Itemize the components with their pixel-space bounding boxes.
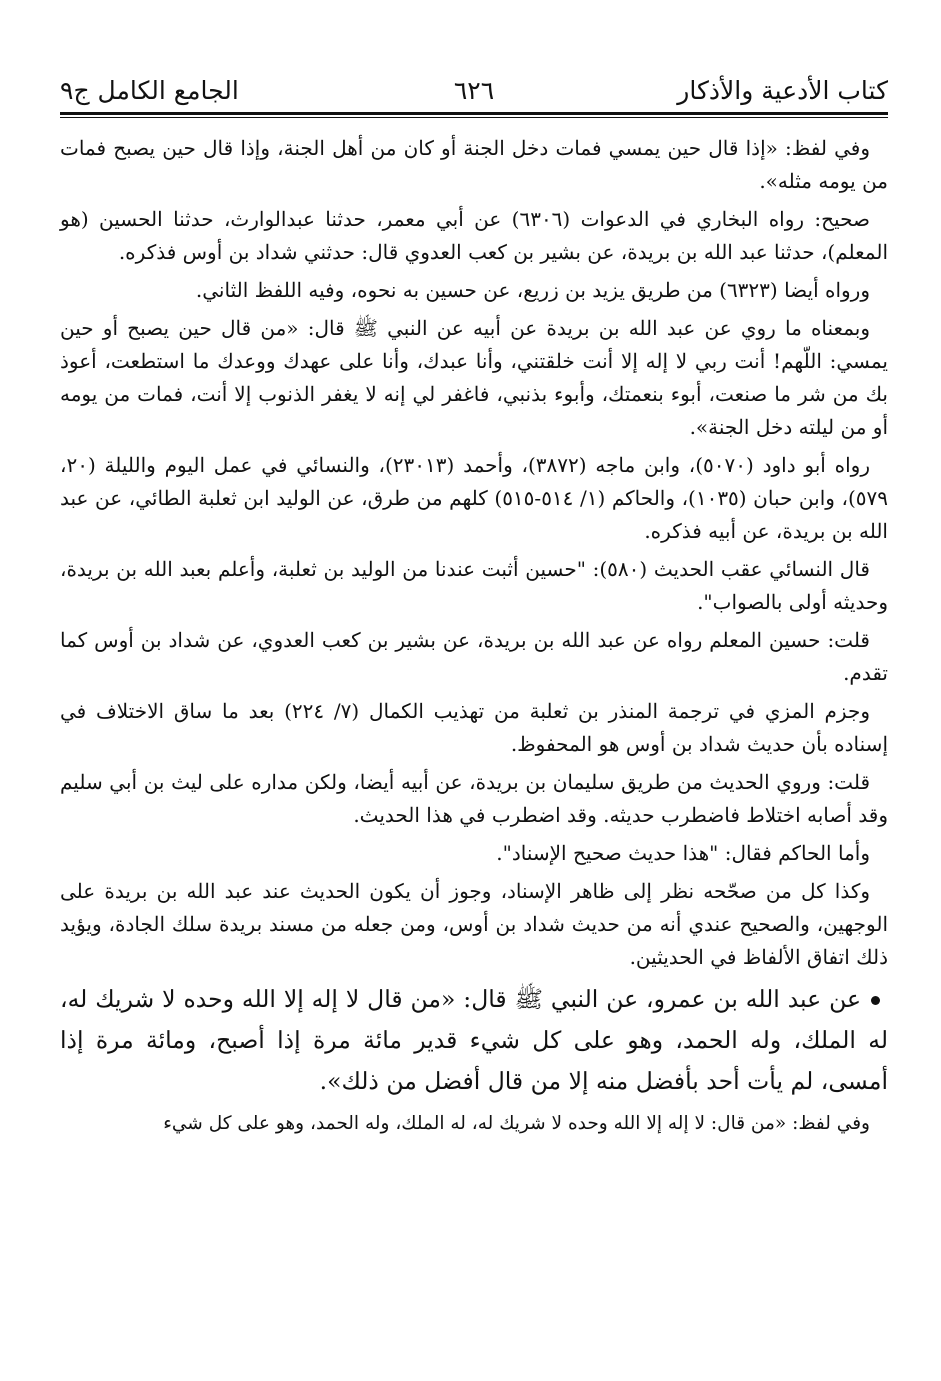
paragraph: صحيح: رواه البخاري في الدعوات (٦٣٠٦) عن أبي معمر، حدثنا عبدالوارث، حدثنا الحسين (هو المعلم)، حدثنا عبد الله بن بريدة، عن بشير بن كعب العدوي قال: حدثني شداد بن أوس فذكره. [60, 207, 888, 264]
paragraph: قلت: وروي الحديث من طريق سليمان بن بريدة، عن أبيه أيضا، ولكن مداره على ليث بن أبي سليم وقد أصابه اختلاط فاضطرب حديثه. وقد اضطرب في هذا الحديث. [60, 770, 888, 827]
header-rule-thin [60, 117, 888, 118]
paragraph: وكذا كل من صحّحه نظر إلى ظاهر الإسناد، وجوز أن يكون الحديث عند عبد الله بن بريدة على الوجهين، والصحيح عندي أنه من حديث شداد بن أوس، ومن جعله من مسند بريدة سلك الجادة، ويؤيد ذلك اتفاق الألفاظ في الحديثين. [60, 879, 888, 969]
hadith-main-text: عن عبد الله بن عمرو، عن النبي ﷺ قال: «من قال لا إله إلا الله وحده لا شريك له، له الملك، وله الحمد، وهو على كل شيء قدير مائة مرة إذا أصبح، ومائة مرة إذا أمسى، لم يأت أحد بأفضل منه إلا من قال أفضل من ذلك». [60, 985, 888, 1095]
paragraph: قلت: حسين المعلم رواه عن عبد الله بن بريدة، عن بشير بن كعب العدوي، عن شداد بن أوس كما تقدم. [60, 628, 888, 685]
page-body [60, 132, 888, 1140]
header-rule-thick [60, 112, 888, 115]
last-paragraph: وفي لفظ: «من قال: لا إله إلا الله وحده لا شريك له، له الملك، وله الحمد، وهو على كل شيء [163, 1113, 870, 1134]
page-header [60, 62, 888, 112]
paragraph: وفي لفظ: «إذا قال حين يمسي فمات دخل الجنة أو كان من أهل الجنة، وإذا قال حين يصبح فمات من يومه مثله». [60, 136, 888, 193]
hadith-main-paragraph [60, 979, 888, 1102]
paragraph: رواه أبو داود (٥٠٧٠)، وابن ماجه (٣٨٧٢)، وأحمد (٢٣٠١٣)، والنسائي في عمل اليوم والليلة (٢٠، ٥٧٩)، وابن حبان (١٠٣٥)، والحاكم (١/ ٥١٤-٥١٥) كلهم من طرق، عن الوليد ابن ثعلبة الطائي، عن عبد الله بن بريدة، عن أبيه فذكره. [60, 453, 888, 543]
paragraph: وجزم المزي في ترجمة المنذر بن ثعلبة من تهذيب الكمال (٧/ ٢٢٤) بعد ما ساق الاختلاف في إسناده بأن حديث شداد بن أوس هو المحفوظ. [60, 699, 888, 756]
paragraph: وبمعناه ما روي عن عبد الله بن بريدة عن أبيه عن النبي ﷺ قال: «من قال حين يصبح أو حين يمسي: اللّهم! أنت ربي لا إله إلا أنت خلقتني، وأنا عبدك، وأنا على عهدك ووعدك ما استطعت، أعوذ بك من شر ما صنعت، أبوء بنعمتك، وأبوء بذنبي، فاغفر لي إنه لا يغفر الذنوب إلا أنت، فمات من يومه أو من ليلته دخل الجنة». [60, 316, 888, 439]
volume-title: الجامع الكامل ج٩ [60, 76, 239, 105]
book-page [60, 62, 888, 1362]
bullet-icon [871, 996, 880, 1005]
book-title: كتاب الأدعية والأذكار [677, 76, 888, 105]
paragraph: قال النسائي عقب الحديث (٥٨٠): "حسين أثبت عندنا من الوليد بن ثعلبة، وأعلم بعبد الله بن بريدة، وحديثه أولى بالصواب". [60, 557, 888, 614]
paragraph: ورواه أيضا (٦٣٢٣) من طريق يزيد بن زريع، عن حسين به نحوه، وفيه اللفظ الثاني. [195, 278, 870, 302]
paragraph: وأما الحاكم فقال: "هذا حديث صحيح الإسناد". [496, 841, 870, 865]
page-number: ٦٢٦ [453, 76, 495, 105]
